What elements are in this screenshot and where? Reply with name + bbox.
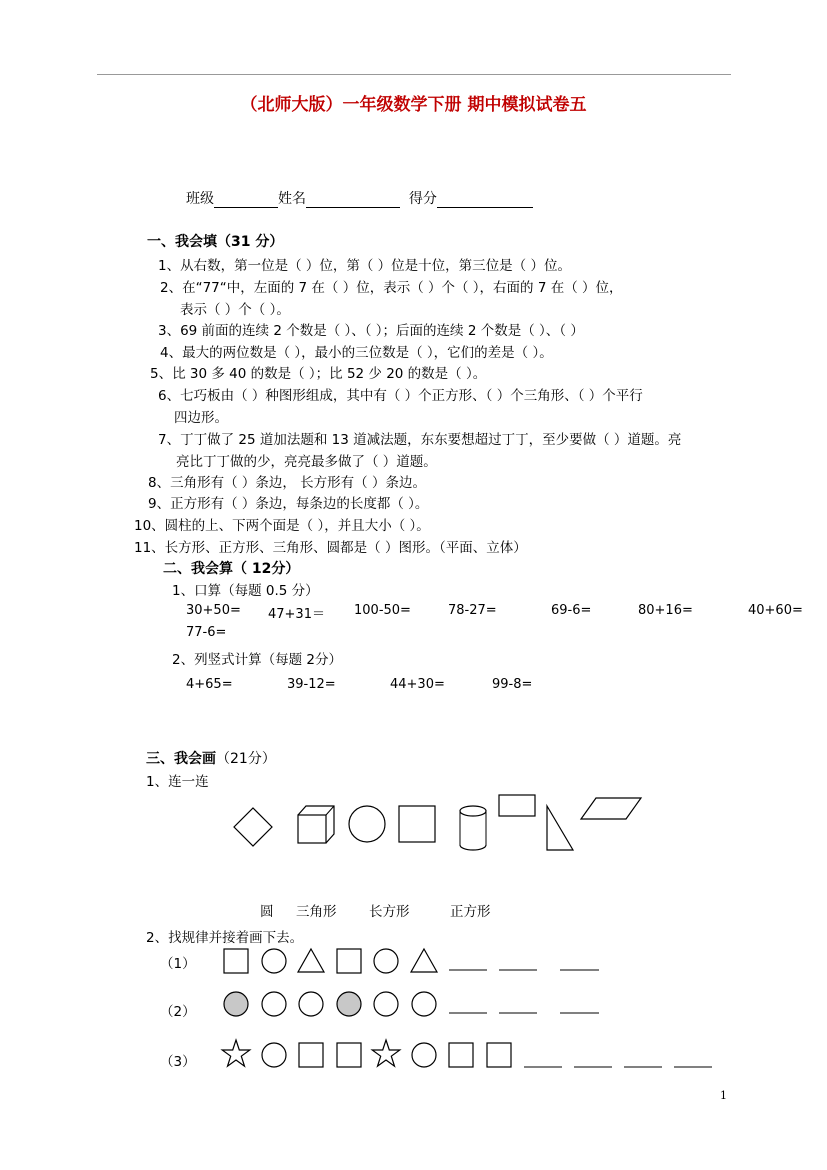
pattern-row-label: （2） xyxy=(160,1004,196,1020)
circle-shape xyxy=(299,992,323,1016)
question-10: 10、圆柱的上、下两个面是（ ），并且大小（ ）。 xyxy=(134,518,430,534)
square-shape xyxy=(449,1043,473,1067)
rectangle-shape[interactable] xyxy=(499,795,535,816)
circle-shape xyxy=(412,1043,436,1067)
circle-shape xyxy=(412,992,436,1016)
circle-shape xyxy=(262,949,286,973)
square-shape[interactable] xyxy=(399,806,435,842)
question-6: 6、七巧板由（ ）种图形组成，其中有（ ）个正方形、（ ）个三角形、（ ）个平行 xyxy=(158,388,643,404)
class-label: 班级 xyxy=(186,191,214,207)
triangle-shape xyxy=(298,949,324,972)
circle-shape xyxy=(374,949,398,973)
oral-calc-item: 78-27= xyxy=(448,603,497,618)
oral-calc-heading: 1、口算（每题 0.5 分） xyxy=(172,583,319,599)
name-label: 姓名 xyxy=(278,191,306,207)
triangle-shape[interactable] xyxy=(547,806,573,850)
oral-calc-item: 69-6= xyxy=(551,603,592,618)
question-8: 8、三角形有（ ）条边， 长方形有（ ）条边。 xyxy=(148,475,426,491)
vertical-calc-item: 44+30= xyxy=(390,677,445,692)
shaded-circle-shape xyxy=(337,992,361,1016)
circle-shape[interactable] xyxy=(349,806,385,842)
question-7: 7、丁丁做了 25 道加法题和 13 道减法题，东东要想超过丁丁，至少要做（ ）道题。亮 xyxy=(158,432,682,448)
question-5: 5、比 30 多 40 的数是（ ）；比 52 少 20 的数是（ ）。 xyxy=(150,366,487,382)
vertical-calc-item: 4+65= xyxy=(186,677,233,692)
matching-heading: 1、连一连 xyxy=(146,774,209,790)
question-2-cont: 表示（ ）个（ ）。 xyxy=(180,302,290,318)
vertical-calc-heading: 2、列竖式计算（每题 2分） xyxy=(172,652,342,668)
oral-calc-item: 80+16= xyxy=(638,603,693,618)
vertical-calc-item: 39-12= xyxy=(287,677,336,692)
question-4: 4、最大的两位数是（ ），最小的三位数是（ ），它们的差是（ ）。 xyxy=(160,345,553,361)
page-number: 1 xyxy=(720,1089,727,1102)
label-rectangle: 长方形 xyxy=(369,904,410,920)
cylinder-shape[interactable] xyxy=(460,806,486,850)
circle-shape xyxy=(262,992,286,1016)
star-shape xyxy=(372,1040,400,1066)
cube-shape[interactable] xyxy=(298,806,334,843)
square-shape xyxy=(337,1043,361,1067)
pattern-heading: 2、找规律并接着画下去。 xyxy=(146,930,304,946)
circle-shape xyxy=(262,1043,286,1067)
oral-calc-item: 100-50= xyxy=(354,603,411,618)
question-6-cont: 四边形。 xyxy=(174,410,228,426)
section3-heading: 三、我会画（21分） xyxy=(146,751,276,767)
label-triangle: 三角形 xyxy=(296,904,337,920)
parallelogram-shape[interactable] xyxy=(581,798,641,819)
circle-shape xyxy=(374,992,398,1016)
pattern-row-label: （1） xyxy=(160,956,196,972)
question-2: 2、在“77“中，左面的 7 在（ ）位，表示（ ）个（ ），右面的 7 在（ ）位， xyxy=(160,280,623,296)
section1-heading: 一、我会填（31 分） xyxy=(147,234,284,250)
pattern-row-label: （3） xyxy=(160,1054,196,1070)
triangle-shape xyxy=(411,949,437,972)
square-shape xyxy=(337,949,361,973)
oral-calc-item: 77-6= xyxy=(186,625,227,640)
square-shape xyxy=(487,1043,511,1067)
question-7-cont: 亮比丁丁做的少，亮亮最多做了（ ）道题。 xyxy=(176,454,437,470)
question-11: 11、长方形、正方形、三角形、圆都是（ ）图形。（平面、立体） xyxy=(134,540,527,556)
question-1: 1、从右数，第一位是（ ）位，第（ ）位是十位，第三位是（ ）位。 xyxy=(158,258,571,274)
vertical-calc-item: 99-8= xyxy=(492,677,533,692)
square-shape xyxy=(299,1043,323,1067)
oral-calc-item: 40+60= xyxy=(748,603,803,618)
star-shape xyxy=(222,1040,250,1066)
oral-calc-item: 47+31＝ xyxy=(268,607,325,622)
page-title: （北师大版）一年级数学下册 期中模拟试卷五 xyxy=(240,95,587,115)
label-circle: 圆 xyxy=(260,904,274,920)
label-square: 正方形 xyxy=(450,904,491,920)
score-label: 得分 xyxy=(408,191,437,207)
question-3: 3、69 前面的连续 2 个数是（ ）、（ ）；后面的连续 2 个数是（ ）、（ ） xyxy=(158,323,584,339)
shaded-circle-shape xyxy=(224,992,248,1016)
section2-heading: 二、我会算（ 12分） xyxy=(163,561,300,577)
oral-calc-item: 30+50= xyxy=(186,603,241,618)
square-shape xyxy=(224,949,248,973)
diamond-square-shape[interactable] xyxy=(234,808,272,846)
question-9: 9、正方形有（ ）条边，每条边的长度都（ ）。 xyxy=(148,496,429,512)
